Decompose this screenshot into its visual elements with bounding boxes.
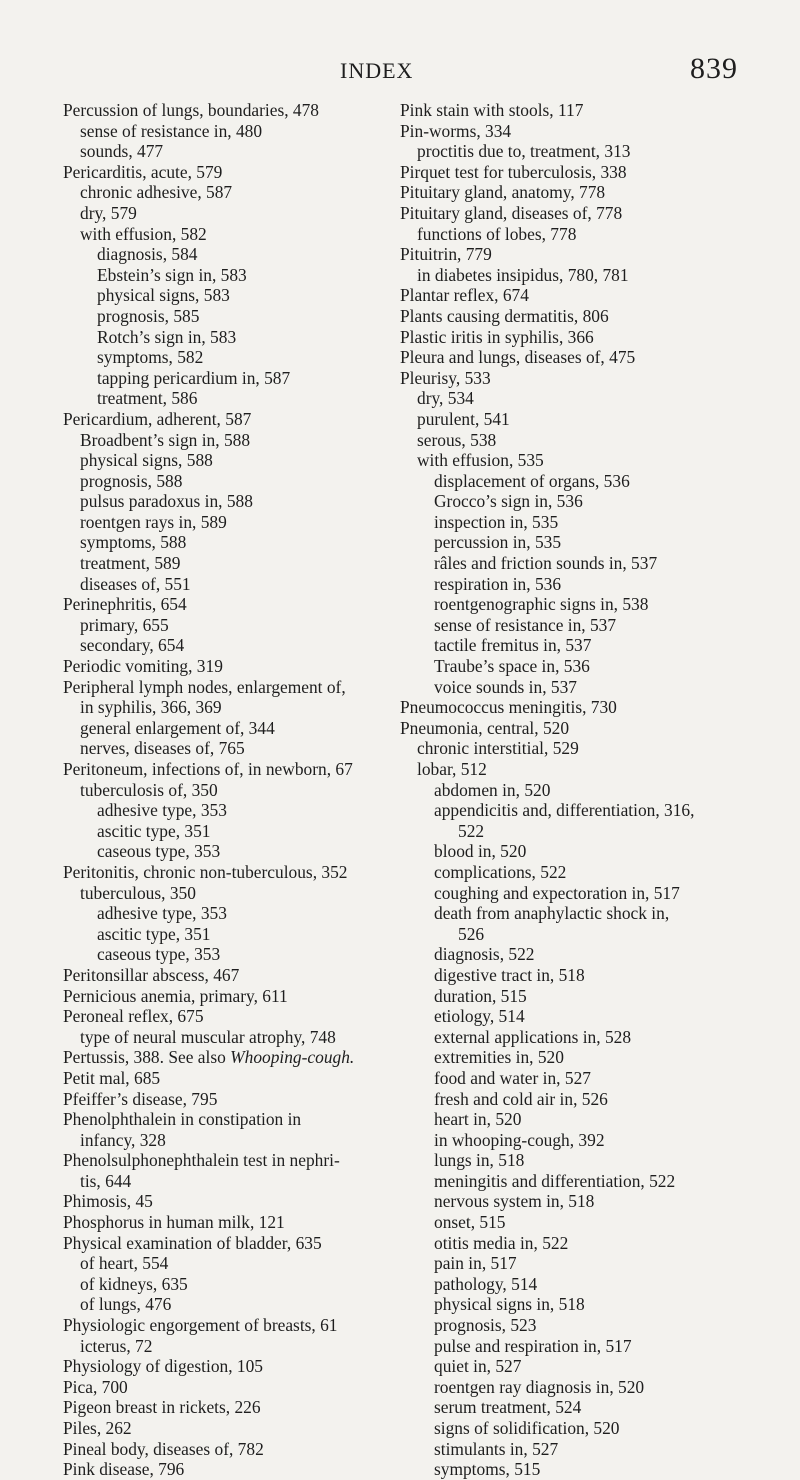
index-entry-text: inspection in, 535 [434, 511, 559, 532]
index-entry [63, 1336, 373, 1357]
index-entry-text: prognosis, 523 [434, 1315, 537, 1336]
index-entry-text: proctitis due to, treatment, 313 [417, 141, 631, 162]
index-entry [63, 903, 373, 924]
index-entry [63, 821, 373, 842]
index-entry [400, 1191, 745, 1212]
index-entry-text: dry, 579 [80, 202, 137, 223]
index-entry [400, 203, 745, 224]
index-entry [63, 1130, 373, 1151]
index-entry-text: Pernicious anemia, primary, 611 [63, 985, 288, 1006]
index-entry [400, 780, 745, 801]
index-entry-text: type of neural muscular atrophy, 748 [80, 1026, 336, 1047]
index-entry-text: roentgenographic signs in, 538 [434, 594, 649, 615]
index-entry-text: onset, 515 [434, 1212, 506, 1233]
index-entry [63, 883, 373, 904]
index-entry [400, 244, 745, 265]
index-entry [63, 1027, 373, 1048]
index-entry-text: chronic adhesive, 587 [80, 182, 233, 203]
index-entry [400, 1109, 745, 1130]
index-entry [400, 821, 745, 842]
index-entry [400, 182, 745, 203]
index-entry-text: Phenolphthalein in constipation in [63, 1109, 302, 1130]
index-entry-text: Peritonsillar abscess, 467 [63, 964, 240, 985]
index-entry-text: lobar, 512 [417, 759, 487, 779]
index-entry [63, 677, 373, 698]
index-entry [63, 1233, 373, 1254]
index-entry [63, 100, 373, 121]
index-entry-text: treatment, 586 [97, 388, 198, 409]
index-entry [400, 1356, 745, 1377]
index-entry [63, 182, 373, 203]
index-entry [63, 430, 373, 451]
index-entry-text: meningitis and differentiation, 522 [434, 1170, 676, 1191]
index-entry-text: serous, 538 [417, 429, 497, 450]
index-entry-text: of lungs, 476 [80, 1294, 172, 1315]
index-entry [63, 1274, 373, 1295]
index-entry-text: tactile fremitus in, 537 [434, 635, 592, 656]
index-entry-text: caseous type, 353 [97, 944, 221, 965]
index-entry [63, 1171, 373, 1192]
index-entry-text: Peritoneum, infections of, in newborn, 67 [63, 759, 353, 779]
index-entry-text: serum treatment, 524 [434, 1397, 582, 1418]
index-entry [400, 677, 745, 698]
index-entry-text: duration, 515 [434, 985, 527, 1006]
index-entry-text: Pituitary gland, anatomy, 778 [400, 182, 606, 203]
index-entry-text: functions of lobes, 778 [417, 223, 577, 244]
index-entry-text: infancy, 328 [80, 1129, 166, 1150]
index-entry [400, 1377, 745, 1398]
index-entry-text: prognosis, 585 [97, 305, 200, 326]
index-entry [400, 141, 745, 162]
index-entry-text: Plastic iritis in syphilis, 366 [400, 326, 594, 347]
index-entry-text: ascitic type, 351 [97, 923, 211, 944]
index-entry [63, 800, 373, 821]
index-entry [400, 121, 745, 142]
index-entry [63, 532, 373, 553]
index-entry-text: Peripheral lymph nodes, enlargement of, [63, 676, 346, 697]
index-entry [63, 491, 373, 512]
index-entry [63, 244, 373, 265]
index-entry-text: Piles, 262 [63, 1418, 132, 1438]
index-entry [63, 306, 373, 327]
index-entry-text: symptoms, 515 [434, 1459, 541, 1480]
index-entry-text: diseases of, 551 [80, 573, 191, 594]
index-entry [63, 224, 373, 245]
index-entry [400, 800, 745, 821]
index-entry-text: Phosphorus in human milk, 121 [63, 1212, 285, 1233]
index-entry [400, 1047, 745, 1068]
index-entry-text: tuberculous, 350 [80, 882, 196, 903]
index-entry-text: Grocco’s sign in, 536 [434, 491, 583, 512]
index-entry [63, 635, 373, 656]
index-entry-text: Phenolsulphonephthalein test in nephri- [63, 1150, 340, 1171]
index-entry-text: Ebstein’s sign in, 583 [97, 264, 247, 285]
index-entry-text: diagnosis, 584 [97, 244, 198, 265]
index-entry-text: Plantar reflex, 674 [400, 285, 529, 306]
index-entry [400, 1027, 745, 1048]
index-entry [63, 1212, 373, 1233]
index-entry [63, 471, 373, 492]
index-entry-text: Pleurisy, 533 [400, 367, 491, 388]
index-entry [400, 1130, 745, 1151]
index-entry [63, 162, 373, 183]
index-entry [400, 100, 745, 121]
index-entry-text: Rotch’s sign in, 583 [97, 326, 237, 347]
index-entry-text: nerves, diseases of, 765 [80, 738, 245, 759]
index-entry-text: chronic interstitial, 529 [417, 738, 579, 759]
index-entry-text: Pica, 700 [63, 1376, 128, 1397]
index-entry-text: quiet in, 527 [434, 1356, 522, 1377]
index-entry-text: Pigeon breast in rickets, 226 [63, 1397, 261, 1418]
index-entry-text: Pneumonia, central, 520 [400, 717, 570, 738]
index-entry [400, 1397, 745, 1418]
index-entry [63, 512, 373, 533]
index-entry [63, 1294, 373, 1315]
index-entry [63, 986, 373, 1007]
index-entry [400, 347, 745, 368]
index-entry-text: Pituitrin, 779 [400, 244, 492, 265]
index-entry-text: external applications in, 528 [434, 1026, 632, 1047]
index-entry [400, 471, 745, 492]
index-entry-text: tuberculosis of, 350 [80, 779, 218, 800]
index-entry [400, 306, 745, 327]
index-entry-text: nervous system in, 518 [434, 1191, 595, 1212]
index-entry-text: Physical examination of bladder, 635 [63, 1232, 322, 1253]
index-entry [400, 615, 745, 636]
index-entry [400, 862, 745, 883]
index-entry-text: tapping pericardium in, 587 [97, 367, 291, 388]
index-entry [63, 285, 373, 306]
index-entry [63, 615, 373, 636]
index-entry-text: sounds, 477 [80, 141, 164, 162]
index-entry [400, 1294, 745, 1315]
index-entry-text: digestive tract in, 518 [434, 964, 585, 985]
index-entry-text: abdomen in, 520 [434, 779, 551, 800]
index-entry-text: icterus, 72 [80, 1335, 153, 1356]
index-entry [400, 285, 745, 306]
index-entry [400, 388, 745, 409]
index-entry-text: death from anaphylactic shock in, [434, 903, 670, 924]
index-entry-text: Perinephritis, 654 [63, 594, 187, 615]
index-entry [63, 1068, 373, 1089]
index-entry [400, 553, 745, 574]
index-entry-text: Phimosis, 45 [63, 1191, 153, 1212]
index-entry-text: in whooping-cough, 392 [434, 1129, 605, 1150]
index-entry-text: respiration in, 536 [434, 573, 562, 594]
index-entry-text: of kidneys, 635 [80, 1273, 188, 1294]
index-entry [400, 1253, 745, 1274]
index-entry [63, 1047, 373, 1068]
index-entry [63, 841, 373, 862]
index-entry [63, 944, 373, 965]
index-entry [63, 1418, 373, 1439]
index-entry-text: in syphilis, 366, 369 [80, 697, 222, 718]
index-entry [63, 1315, 373, 1336]
index-entry-text: etiology, 514 [434, 1006, 525, 1027]
index-entry-text: complications, 522 [434, 861, 567, 882]
index-entry-text: Physiology of digestion, 105 [63, 1356, 264, 1377]
index-entry [63, 1006, 373, 1027]
index-entry-text: Petit mal, 685 [63, 1067, 161, 1088]
index-entry [63, 1253, 373, 1274]
index-entry [400, 1150, 745, 1171]
index-entry-text: physical signs, 588 [80, 450, 213, 471]
index-entry [400, 327, 745, 348]
index-entry-text: adhesive type, 353 [97, 800, 227, 821]
index-entry-text: Broadbent’s sign in, 588 [80, 429, 251, 450]
index-entry [400, 697, 745, 718]
index-entry [63, 1191, 373, 1212]
index-entry-text: secondary, 654 [80, 635, 185, 656]
index-entry [63, 965, 373, 986]
index-column-right [400, 100, 745, 1480]
index-entry [63, 759, 373, 780]
index-entry-text: otitis media in, 522 [434, 1232, 569, 1253]
index-entry-text: Peroneal reflex, 675 [63, 1006, 204, 1027]
index-entry-text: purulent, 541 [417, 408, 510, 429]
index-entry [400, 512, 745, 533]
index-entry [63, 553, 373, 574]
index-entry [400, 656, 745, 677]
index-entry-text: Pfeiffer’s disease, 795 [63, 1088, 218, 1109]
index-entry [63, 1150, 373, 1171]
index-entry-text: Traube’s space in, 536 [434, 656, 590, 677]
index-entry [63, 656, 373, 677]
index-entry [400, 1315, 745, 1336]
index-entry [400, 986, 745, 1007]
index-entry-crossref: Whooping-cough. [230, 1047, 355, 1068]
index-entry-text: Percussion of lungs, boundaries, 478 [63, 100, 320, 120]
index-entry-text: pulsus paradoxus in, 588 [80, 491, 253, 512]
index-entry-text: extremities in, 520 [434, 1047, 564, 1068]
index-entry [400, 738, 745, 759]
index-entry [400, 718, 745, 739]
index-entry [63, 327, 373, 348]
index-entry-text: Pleura and lungs, diseases of, 475 [400, 347, 636, 368]
index-entry [63, 1397, 373, 1418]
index-entry [63, 347, 373, 368]
index-entry-text: pain in, 517 [434, 1253, 517, 1274]
index-entry-text: general enlargement of, 344 [80, 717, 275, 738]
index-entry [400, 1274, 745, 1295]
page-number: 839 [690, 52, 738, 85]
index-entry-text: in diabetes insipidus, 780, 781 [417, 264, 629, 285]
index-entry-text: of heart, 554 [80, 1253, 169, 1274]
index-entry-text: Pneumococcus meningitis, 730 [400, 697, 617, 718]
index-entry [400, 162, 745, 183]
index-entry-text: pathology, 514 [434, 1273, 538, 1294]
index-entry-text: food and water in, 527 [434, 1067, 591, 1088]
index-entry [400, 1068, 745, 1089]
index-entry-text: lungs in, 518 [434, 1150, 525, 1171]
index-entry-text: with effusion, 582 [80, 223, 207, 244]
index-entry-text: sense of resistance in, 480 [80, 120, 263, 141]
index-entry-text: Pertussis, 388. See also [63, 1047, 231, 1068]
index-entry-text: coughing and expectoration in, 517 [434, 882, 680, 903]
index-entry [400, 1089, 745, 1110]
index-entry-text: sense of resistance in, 537 [434, 614, 617, 635]
index-entry [400, 368, 745, 389]
index-entry [63, 594, 373, 615]
index-entry [63, 121, 373, 142]
index-entry-text: pulse and respiration in, 517 [434, 1335, 632, 1356]
index-entry [400, 1418, 745, 1439]
index-entry [63, 388, 373, 409]
index-entry-text: adhesive type, 353 [97, 903, 227, 924]
index-entry-text: prognosis, 588 [80, 470, 183, 491]
index-entry-text: 522 [458, 820, 485, 841]
index-entry-text: roentgen ray diagnosis in, 520 [434, 1376, 645, 1397]
index-entry [400, 841, 745, 862]
index-entry-text: roentgen rays in, 589 [80, 511, 227, 532]
index-entry [400, 924, 745, 945]
index-entry-text: ascitic type, 351 [97, 820, 211, 841]
index-entry-text: tis, 644 [80, 1170, 132, 1191]
index-entry [63, 862, 373, 883]
index-entry-text: heart in, 520 [434, 1109, 522, 1130]
index-entry [400, 1006, 745, 1027]
index-entry-text: Pineal body, diseases of, 782 [63, 1438, 264, 1459]
index-entry-text: dry, 534 [417, 388, 474, 409]
index-entry [63, 1377, 373, 1398]
index-entry-text: stimulants in, 527 [434, 1438, 559, 1459]
index-entry [63, 141, 373, 162]
index-entry [400, 409, 745, 430]
index-entry [63, 780, 373, 801]
index-entry-text: symptoms, 588 [80, 532, 187, 553]
index-entry [400, 1233, 745, 1254]
index-entry [400, 224, 745, 245]
index-entry [400, 1439, 745, 1460]
index-entry-text: Pink disease, 796 [63, 1459, 185, 1480]
index-entry-text: 526 [458, 923, 485, 944]
index-entry-text: voice sounds in, 537 [434, 676, 577, 697]
index-entry [400, 1459, 745, 1480]
index-entry-text: Pericardium, adherent, 587 [63, 408, 252, 429]
index-entry [63, 1356, 373, 1377]
index-entry [63, 697, 373, 718]
index-entry-text: râles and friction sounds in, 537 [434, 553, 658, 574]
index-entry-text: Plants causing dermatitis, 806 [400, 305, 609, 326]
index-entry [63, 409, 373, 430]
index-entry [63, 924, 373, 945]
index-entry [400, 903, 745, 924]
index-entry-text: fresh and cold air in, 526 [434, 1088, 608, 1109]
index-entry [63, 265, 373, 286]
index-entry-text: Pericarditis, acute, 579 [63, 161, 223, 182]
index-entry [63, 1109, 373, 1130]
index-entry [63, 203, 373, 224]
index-entry-text: Pin-worms, 334 [400, 120, 512, 141]
index-entry [400, 594, 745, 615]
index-entry-text: Pirquet test for tuberculosis, 338 [400, 161, 627, 182]
index-entry-text: signs of solidification, 520 [434, 1418, 620, 1438]
index-entry [63, 574, 373, 595]
index-column-left [63, 100, 373, 1480]
index-entry [400, 265, 745, 286]
index-entry-text: Pituitary gland, diseases of, 778 [400, 202, 623, 223]
index-entry-text: with effusion, 535 [417, 450, 544, 471]
index-entry-text: diagnosis, 522 [434, 944, 535, 965]
index-entry [400, 944, 745, 965]
index-entry-text: caseous type, 353 [97, 841, 221, 862]
index-entry [63, 368, 373, 389]
page-header [0, 48, 800, 88]
index-entry-text: physical signs in, 518 [434, 1294, 585, 1315]
index-entry-text: physical signs, 583 [97, 285, 230, 306]
index-entry [400, 1171, 745, 1192]
index-entry [400, 759, 745, 780]
index-entry [400, 1212, 745, 1233]
index-entry-text: Pink stain with stools, 117 [400, 100, 584, 120]
index-entry-text: Periodic vomiting, 319 [63, 656, 223, 677]
index-entry [400, 532, 745, 553]
index-entry [63, 1439, 373, 1460]
index-entry-text: blood in, 520 [434, 841, 527, 862]
index-entry-text: Physiologic engorgement of breasts, 61 [63, 1315, 338, 1336]
index-entry-text: appendicitis and, differentiation, 316, [434, 800, 695, 821]
index-entry [400, 1336, 745, 1357]
index-entry-text: treatment, 589 [80, 553, 181, 574]
index-entry [400, 635, 745, 656]
index-entry-text: symptoms, 582 [97, 347, 204, 368]
index-entry-text: displacement of organs, 536 [434, 470, 630, 491]
index-entry [63, 450, 373, 471]
index-entry-text: percussion in, 535 [434, 532, 562, 553]
index-entry [400, 491, 745, 512]
index-entry [400, 430, 745, 451]
index-entry [400, 883, 745, 904]
index-entry [63, 1089, 373, 1110]
header-title: INDEX [340, 58, 414, 83]
index-entry [400, 574, 745, 595]
index-entry [400, 965, 745, 986]
index-entry [63, 1459, 373, 1480]
index-entry-text: Peritonitis, chronic non-tuberculous, 352 [63, 861, 348, 882]
index-entry [400, 450, 745, 471]
index-entry [63, 738, 373, 759]
index-entry [63, 718, 373, 739]
index-entry-text: primary, 655 [80, 614, 169, 635]
